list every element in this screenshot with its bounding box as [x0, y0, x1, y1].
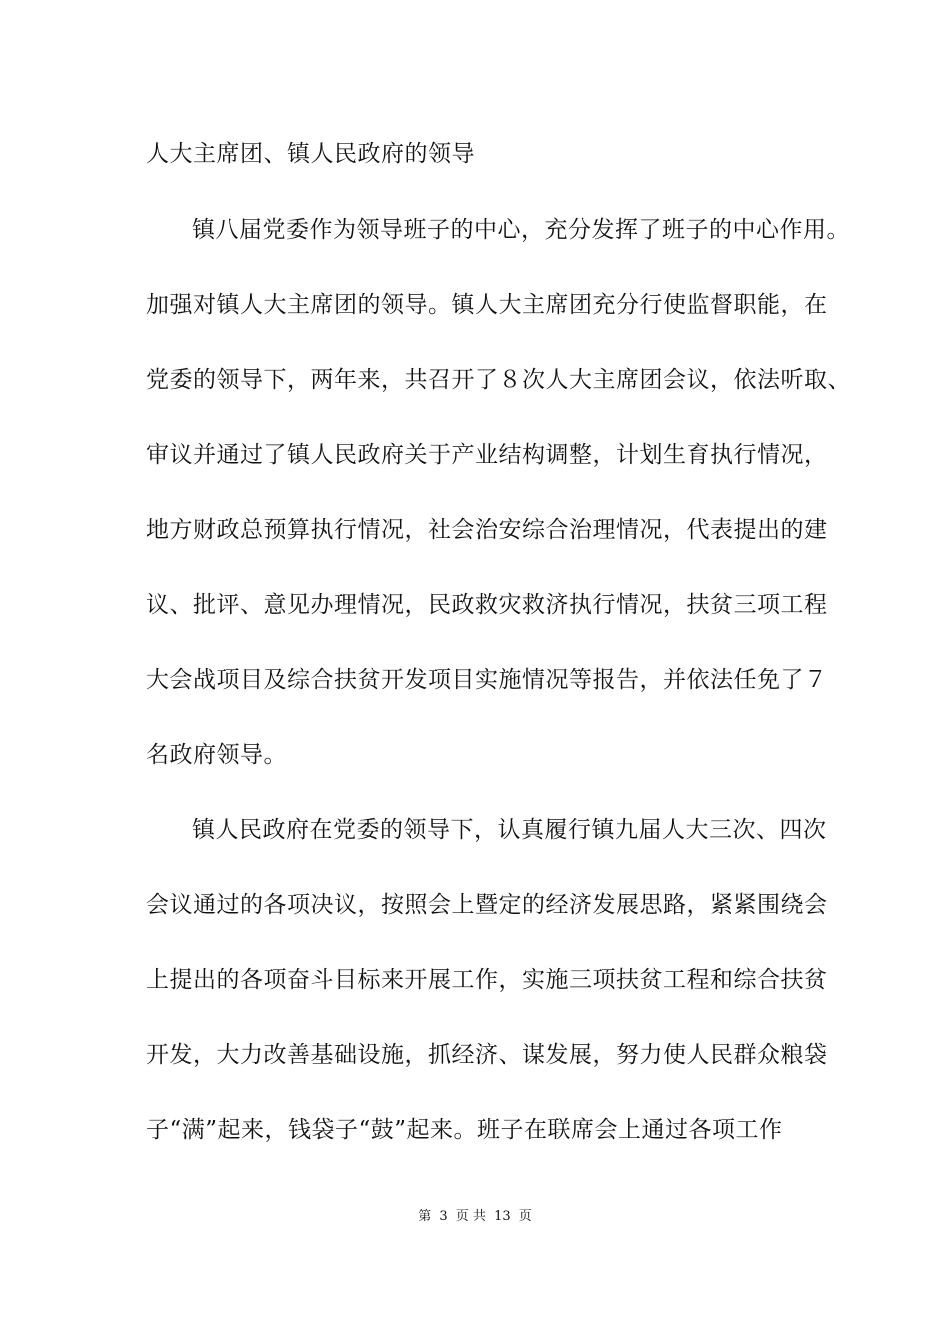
text-line: 大会战项目及综合扶贫开发项目实施情况等报告，并依法任免了７ — [146, 667, 828, 693]
text-line: 上提出的各项奋斗目标来开展工作，实施三项扶贫工程和综合扶贫 — [146, 967, 828, 993]
text-line: 人大主席团、镇人民政府的领导 — [146, 141, 475, 167]
text-line: 党委的领导下，两年来，共召开了８次人大主席团会议，依法听取、 — [146, 367, 851, 393]
footer-middle: 页 共 — [455, 1209, 486, 1224]
footer-suffix: 页 — [518, 1209, 532, 1224]
text-line: 地方财政总预算执行情况，社会治安综合治理情况，代表提出的建 — [146, 517, 828, 543]
footer-prefix: 第 — [418, 1209, 432, 1224]
text-line: 子“满”起来，钱袋子“鼓”起来。班子在联席会上通过各项工作 — [146, 1117, 783, 1143]
text-line: 加强对镇人大主席团的领导。镇人大主席团充分行使监督职能，在 — [146, 292, 828, 318]
text-line: 议、批评、意见办理情况，民政救灾救济执行情况，扶贫三项工程 — [146, 592, 828, 618]
paragraph-start-line: 镇八届党委作为领导班子的中心，充分发挥了班子的中心作用。 — [192, 217, 850, 243]
current-page-number: 3 — [439, 1209, 448, 1224]
total-page-count: 13 — [494, 1209, 511, 1224]
text-line: 审议并通过了镇人民政府关于产业结构调整，计划生育执行情况， — [146, 442, 828, 468]
paragraph-start-line: 镇人民政府在党委的领导下，认真履行镇九届人大三次、四次 — [192, 817, 827, 843]
text-line: 开发，大力改善基础设施，抓经济、谋发展，努力使人民群众粮袋 — [146, 1042, 828, 1068]
text-line: 会议通过的各项决议，按照会上暨定的经济发展思路，紧紧围绕会 — [146, 892, 828, 918]
text-line: 名政府领导。 — [146, 742, 287, 768]
page-footer — [0, 1209, 950, 1225]
